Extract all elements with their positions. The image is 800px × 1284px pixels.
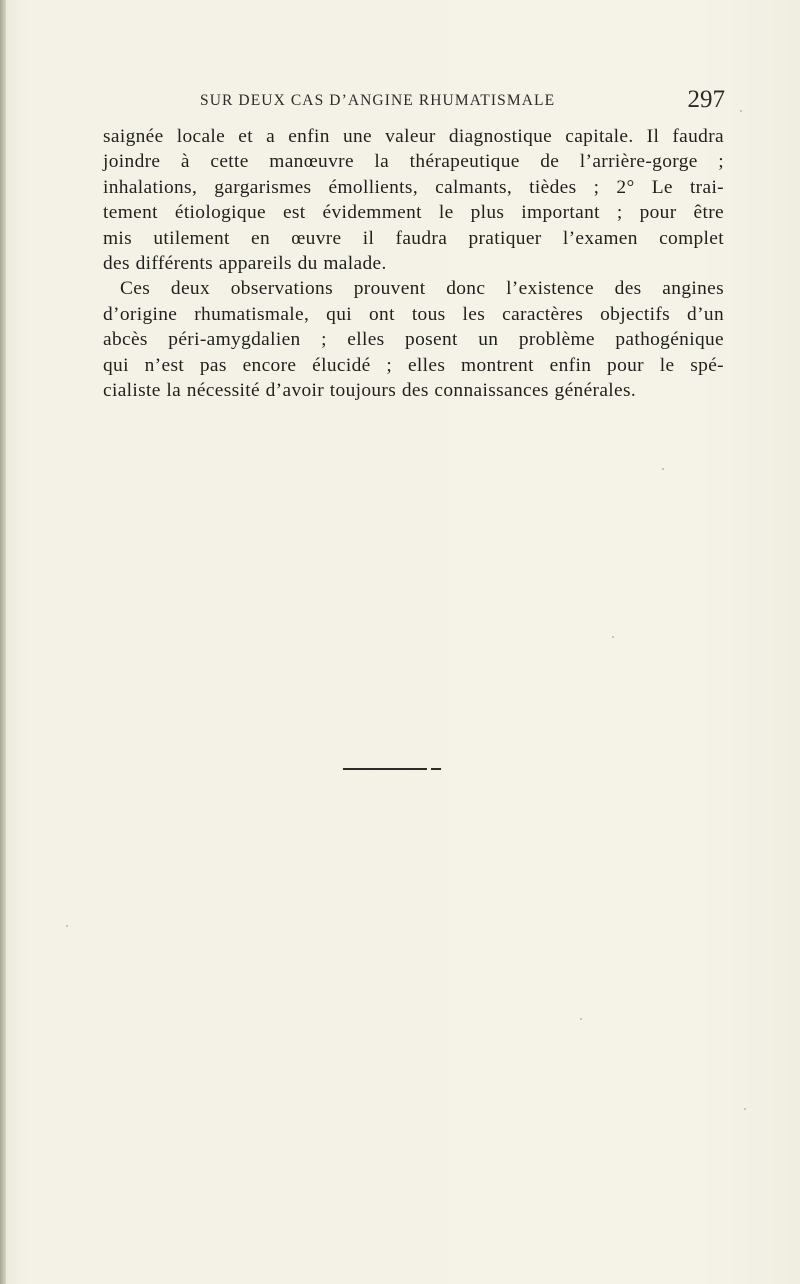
rule-short-dash [431, 768, 441, 770]
text-line: abcès péri-amygdalien ; elles posent un problème pathogénique [103, 329, 724, 351]
running-head [200, 88, 725, 114]
end-of-section-rule [343, 768, 443, 770]
text-line: joindre à cette manœuvre la thérapeutique de l’arrière-gorge ; [103, 151, 724, 173]
running-head-title: SUR DEUX CAS D’ANGINE RHUMATISMALE [200, 92, 556, 109]
text-line: inhalations, gargarismes émollients, calmants, tièdes ; 2° Le trai- [103, 176, 724, 198]
page-number: 297 [687, 86, 725, 113]
text-line: d’origine rhumatismale, qui ont tous les caractères objectifs d’un [103, 303, 724, 325]
text-line: Ces deux observations prouvent donc l’existence des angines [120, 278, 724, 300]
paper-speck [612, 636, 614, 638]
paper-speck [744, 1108, 746, 1110]
paragraph [103, 276, 724, 403]
paper-speck [740, 110, 742, 112]
text-line: cialiste la nécessité d’avoir toujours des connaissances générales. [103, 380, 637, 402]
paper-speck [580, 1018, 582, 1020]
text-line: tement étiologique est évidemment le plus important ; pour être [103, 202, 724, 224]
paper-speck [662, 468, 664, 470]
text-line: qui n’est pas encore élucidé ; elles montrent enfin pour le spé- [103, 354, 724, 376]
rule-long-dash [343, 768, 427, 770]
body-text [103, 124, 724, 403]
binding-gutter [0, 0, 6, 1284]
text-line: saignée locale et a enfin une valeur diagnostique capitale. Il faudra [103, 126, 724, 147]
paper-speck [66, 925, 68, 927]
paragraph [103, 124, 724, 276]
text-line: mis utilement en œuvre il faudra pratiquer l’examen complet [103, 227, 724, 249]
text-line: des différents appareils du malade. [103, 253, 387, 275]
